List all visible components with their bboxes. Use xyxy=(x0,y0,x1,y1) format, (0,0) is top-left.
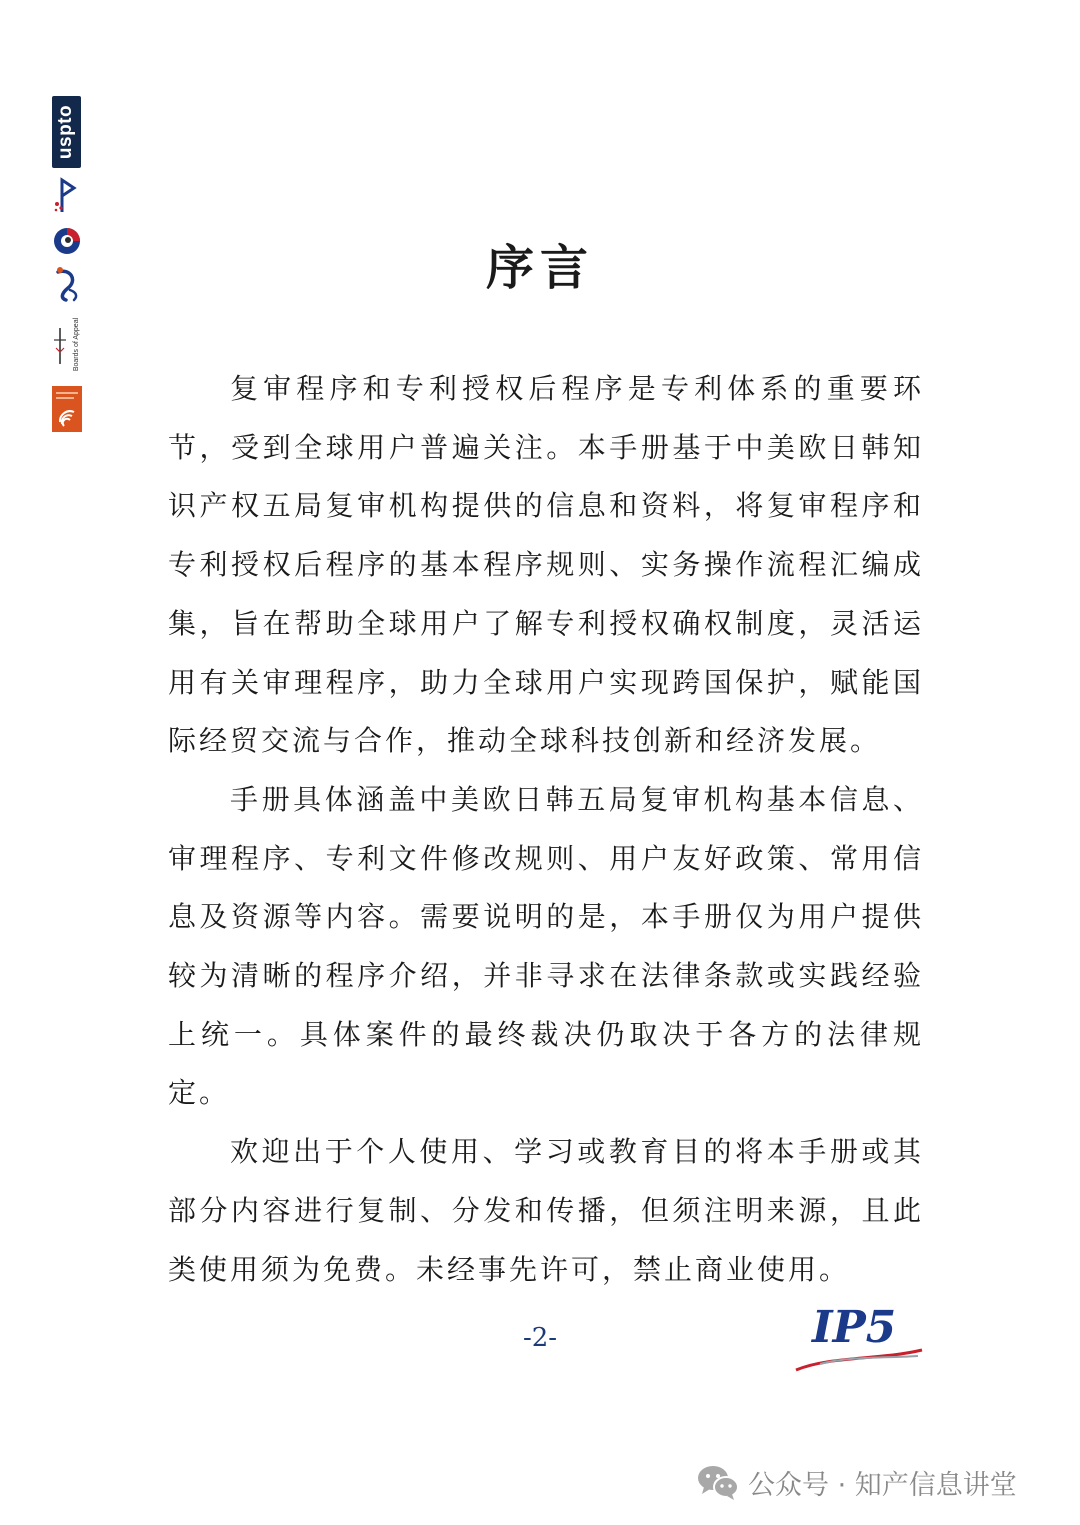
ip5-logo-text: IP5 xyxy=(812,1302,897,1353)
page-title: 序言 xyxy=(485,240,594,296)
jpo-logo xyxy=(52,176,82,216)
paragraph-2: 手册具体涵盖中美欧日韩五局复审机构基本信息、审理程序、专利文件修改规则、用户友好政策、常用信息及资源等内容。需要说明的是，本手册仅为用户提供较为清晰的程序介绍，并非寻求在法律条款或实践经验上统一。具体案件的最终裁决仍取决于各方的法律规定。 xyxy=(168,782,924,1110)
epo-emblem-icon xyxy=(52,386,82,432)
paragraph-1: 复审程序和专利授权后程序是专利体系的重要环节，受到全球用户普遍关注。本手册基于中美欧日韩知识产权五局复审机构提供的信息和资料，将复审程序和专利授权后程序的基本程序规则、实务操作流程汇编成集，旨在帮助全球用户了解专利授权确权制度，灵活运用有关审理程序，助力全球用户实现跨国保护，赋能国际经贸交流与合作，推动全球科技创新和经济发展。 xyxy=(168,372,924,758)
wechat-icon xyxy=(696,1463,740,1501)
watermark-text: 公众号 · 知产信息讲堂 xyxy=(748,1469,1017,1501)
document-body xyxy=(168,360,924,1299)
boards-of-appeal-logo xyxy=(52,310,82,378)
epo-logo xyxy=(52,386,82,432)
boards-of-appeal-text: Boards of Appeal xyxy=(73,317,81,371)
uspto-logo-text: uspto xyxy=(55,104,77,160)
paragraph-3: 欢迎出于个人使用、学习或教育目的将本手册或其部分内容进行复制、分发和传播，但须注明来源，且此类使用须为免费。未经事先许可，禁止商业使用。 xyxy=(168,1135,924,1286)
boards-of-appeal-emblem-icon xyxy=(52,326,68,366)
wechat-watermark xyxy=(696,1458,1017,1506)
page-number: -2- xyxy=(522,1323,558,1353)
ip5-logo xyxy=(790,1290,926,1376)
uspto-logo xyxy=(52,96,81,168)
